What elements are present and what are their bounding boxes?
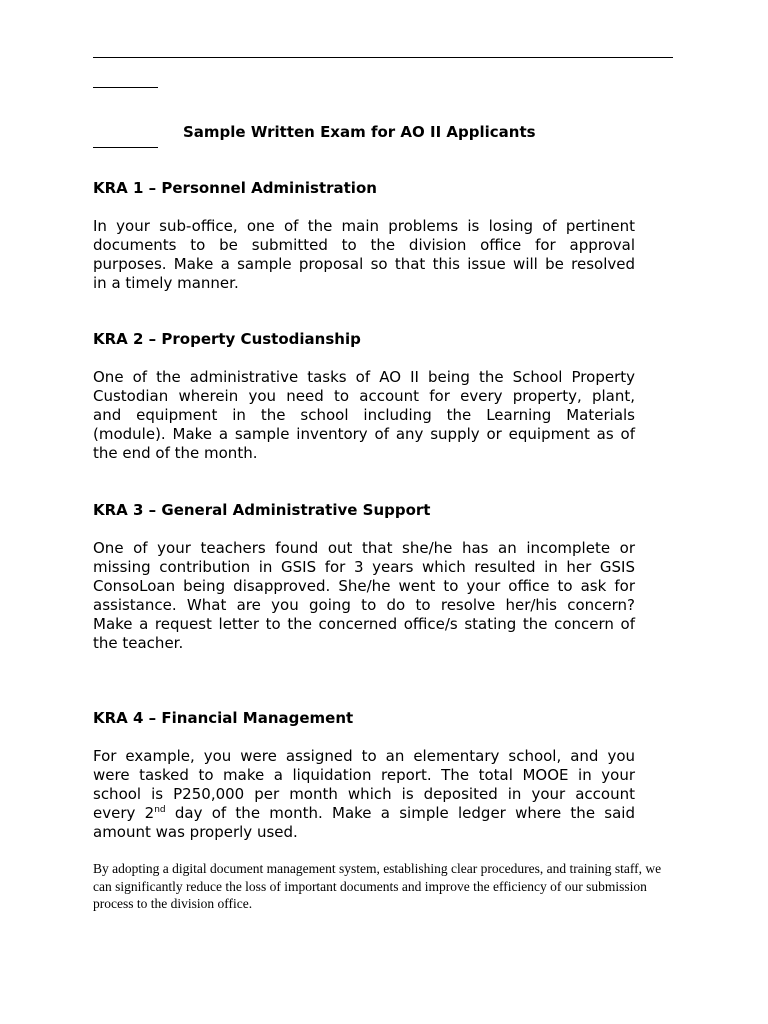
- section-body-kra1: [93, 217, 635, 293]
- answer-note: By adopting a digital document management system, establishing clear procedures, and training staff, we can significantly reduce the loss of important documents and improve the efficiency of our submission process to the division office.: [93, 861, 662, 911]
- body-line-with-superscript: [93, 804, 635, 823]
- section-heading-kra4: KRA 4 – Financial Management: [93, 709, 354, 727]
- body-line: the end of the month.: [93, 444, 258, 462]
- body-line: assistance. What are you going to do to resolve her/his concern?: [93, 596, 635, 614]
- body-line: In your sub-office, one of the main problems is losing of pertinent: [93, 217, 635, 235]
- body-line: in a timely manner.: [93, 274, 239, 292]
- section-heading-kra2: KRA 2 – Property Custodianship: [93, 330, 361, 348]
- body-line: One of the administrative tasks of AO II being the School Property: [93, 368, 635, 386]
- page-title: Sample Written Exam for AO II Applicants: [183, 123, 536, 141]
- section-heading-kra3: KRA 3 – General Administrative Support: [93, 501, 431, 519]
- body-line: missing contribution in GSIS for 3 years which resulted in her GSIS: [93, 558, 635, 576]
- body-text: day of the month. Make a simple ledger where the said: [165, 804, 635, 822]
- body-line: For example, you were assigned to an elementary school, and you: [93, 747, 635, 765]
- body-text: every 2: [93, 804, 155, 822]
- body-line: documents to be submitted to the division office for approval: [93, 236, 635, 254]
- body-line: school is P250,000 per month which is deposited in your account: [93, 785, 635, 803]
- section-body-kra2: [93, 368, 635, 463]
- body-line: and equipment in the school including the Learning Materials: [93, 406, 635, 424]
- short-rule-upper: [93, 87, 158, 88]
- body-line: (module). Make a sample inventory of any supply or equipment as of: [93, 425, 635, 443]
- body-line: One of your teachers found out that she/he has an incomplete or: [93, 539, 635, 557]
- short-rule-lower: [93, 147, 158, 148]
- body-line: the teacher.: [93, 634, 184, 652]
- header-rule: [93, 57, 673, 58]
- body-line: were tasked to make a liquidation report. The total MOOE in your: [93, 766, 635, 784]
- ordinal-suffix: nd: [154, 805, 166, 815]
- body-line: Make a request letter to the concerned office/s stating the concern of: [93, 615, 635, 633]
- body-line: Custodian wherein you need to account for every property, plant,: [93, 387, 635, 405]
- body-line: amount was properly used.: [93, 823, 298, 841]
- section-body-kra4: [93, 747, 635, 842]
- section-body-kra3: [93, 539, 635, 653]
- body-line: purposes. Make a sample proposal so that this issue will be resolved: [93, 255, 635, 273]
- section-heading-kra1: KRA 1 – Personnel Administration: [93, 179, 377, 197]
- body-line: ConsoLoan being disapproved. She/he went to your office to ask for: [93, 577, 635, 595]
